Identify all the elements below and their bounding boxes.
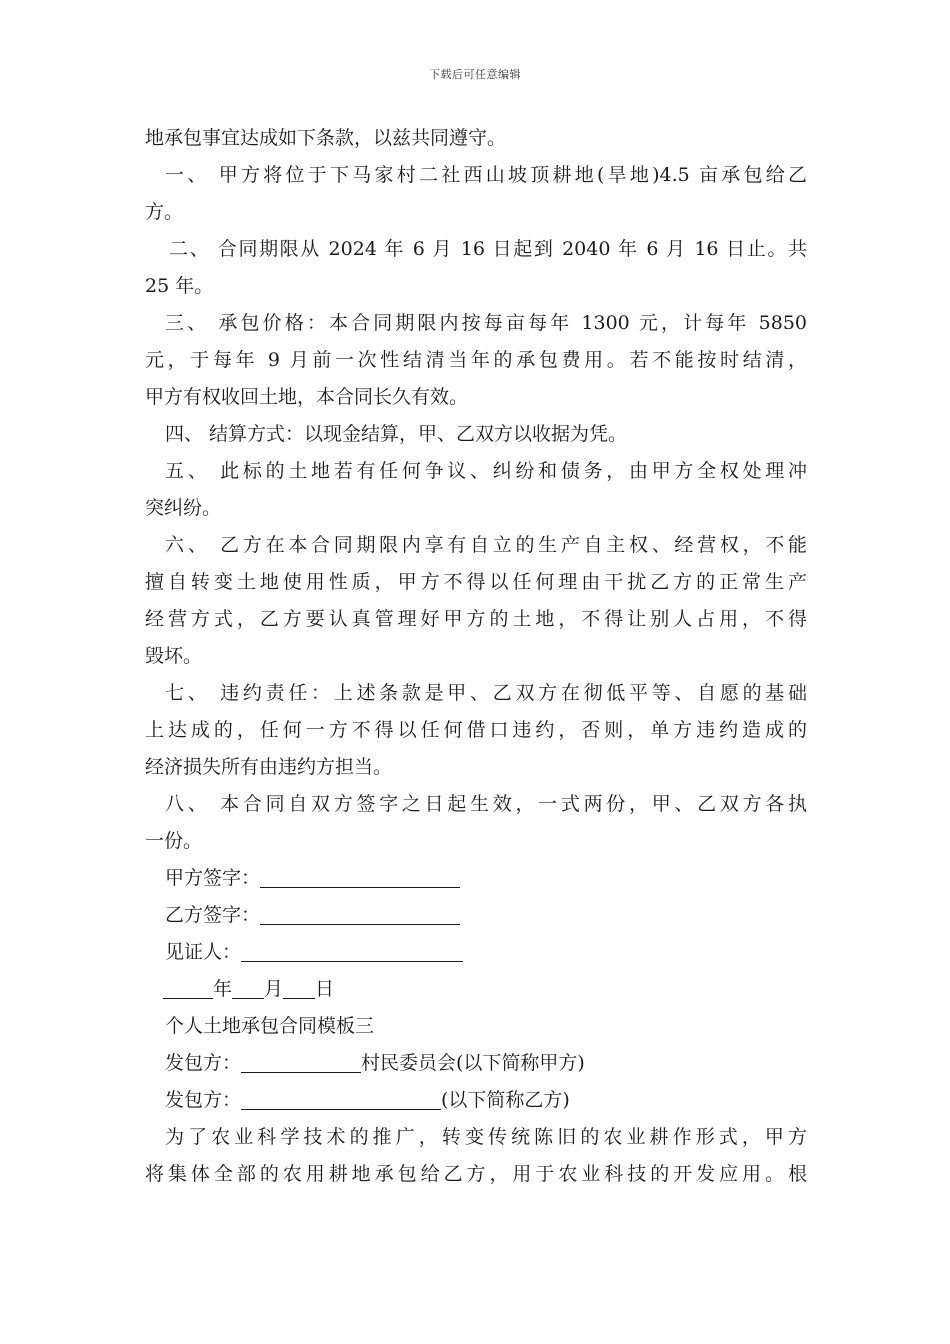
clause-2-line: 25 年。 — [145, 275, 214, 297]
date-month-label: 月 — [264, 978, 284, 1000]
clause-7-line: 七、 违约责任：上述条款是甲、乙双方在彻低平等、自愿的基础 — [165, 682, 807, 704]
clause-2-line: 二、 合同期限从 2024 年 6 月 16 日起到 2040 年 6 月 16 日止。共 — [169, 238, 807, 260]
clause-3-line: 三、 承包价格：本合同期限内按每亩每年 1300 元，计每年 5850 — [165, 312, 807, 334]
party-b-blank[interactable] — [241, 1087, 441, 1110]
date-year-label: 年 — [213, 978, 233, 1000]
clause-4-line: 四、 结算方式：以现金结算，甲、乙双方以收据为凭。 — [165, 423, 628, 445]
closing-line: 为了农业科学技术的推广，转变传统陈旧的农业耕作形式，甲方 — [165, 1126, 807, 1148]
clause-6-line: 毁坏。 — [145, 645, 203, 667]
paragraph-line: 地承包事宜达成如下条款，以兹共同遵守。 — [145, 127, 507, 149]
date-day-label: 日 — [315, 978, 335, 1000]
clause-1-line: 一、 甲方将位于下马家村二社西山坡顶耕地(旱地)4.5 亩承包给乙 — [165, 164, 807, 186]
clause-3-line: 元，于每年 9 月前一次性结清当年的承包费用。若不能按时结清， — [145, 349, 807, 371]
clause-8-line: 一份。 — [145, 830, 203, 852]
party-b-signature-blank[interactable] — [260, 902, 460, 925]
witness-signature — [145, 934, 807, 971]
clause-8-line: 八、 本合同自双方签字之日起生效，一式两份，甲、乙双方各执 — [165, 793, 807, 815]
party-b-label: 发包方： — [165, 1089, 242, 1111]
clause-5-line: 五、 此标的土地若有任何争议、纠纷和债务，由甲方全权处理冲 — [165, 460, 807, 482]
party-a-signature — [145, 860, 807, 897]
clause-6-line: 六、 乙方在本合同期限内享有自立的生产自主权、经营权，不能 — [165, 534, 807, 556]
party-b-line — [145, 1082, 807, 1119]
witness-blank[interactable] — [241, 939, 463, 962]
witness-label: 见证人： — [165, 941, 242, 963]
date-year-blank[interactable] — [163, 976, 213, 999]
clause-5-line: 突纠纷。 — [145, 497, 222, 519]
party-b-signature-label: 乙方签字： — [165, 904, 261, 926]
date-day-blank[interactable] — [283, 976, 315, 999]
clause-3-line: 甲方有权收回土地，本合同长久有效。 — [145, 386, 469, 408]
party-b-signature — [145, 897, 807, 934]
date-line — [145, 971, 807, 1008]
party-a-suffix: 村民委员会(以下简称甲方) — [361, 1052, 585, 1074]
closing-line: 将集体全部的农用耕地承包给乙方，用于农业科技的开发应用。根 — [145, 1163, 807, 1185]
party-b-suffix: (以下简称乙方) — [441, 1089, 570, 1111]
clause-6-line: 擅自转变土地使用性质，甲方不得以任何理由干扰乙方的正常生产 — [145, 571, 807, 593]
party-a-signature-label: 甲方签字： — [165, 867, 261, 889]
clause-7-line: 经济损失所有由违约方担当。 — [145, 756, 393, 778]
template-title: 个人土地承包合同模板三 — [165, 1015, 375, 1037]
party-a-signature-blank[interactable] — [260, 865, 460, 888]
party-a-blank[interactable] — [241, 1050, 361, 1073]
contract-body — [145, 120, 807, 1193]
clause-6-line: 经营方式，乙方要认真管理好甲方的土地，不得让别人占用，不得 — [145, 608, 807, 630]
clause-7-line: 上达成的，任何一方不得以任何借口违约，否则，单方违约造成的 — [145, 719, 807, 741]
party-a-line — [145, 1045, 807, 1082]
page-header: 下载后可任意编辑 — [429, 68, 521, 81]
date-month-blank[interactable] — [232, 976, 264, 999]
party-a-label: 发包方： — [165, 1052, 242, 1074]
clause-1-line: 方。 — [145, 201, 184, 223]
